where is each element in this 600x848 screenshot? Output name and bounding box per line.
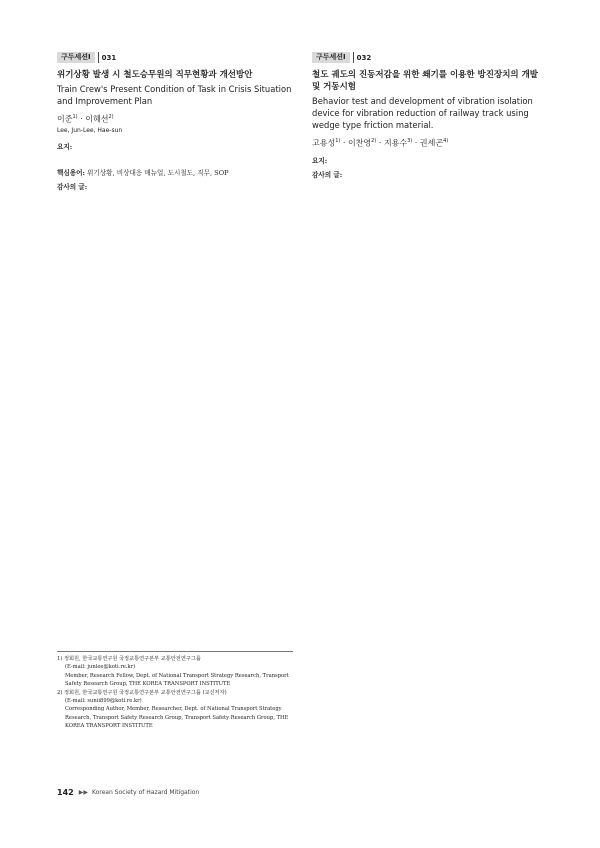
author-2: 이찬영 (347, 138, 372, 148)
paper-title-english: Train Crew's Present Condition of Task in Crisis Situation and Improvement Plan (57, 84, 292, 106)
keywords-label: 핵심용어: (57, 169, 85, 178)
abstract-paragraph (312, 156, 548, 166)
session-number: 032 (356, 53, 372, 62)
footnotes (57, 651, 293, 731)
author-4-affiliation: 4) (443, 138, 449, 144)
author-2-affiliation: 2) (371, 138, 377, 144)
authors-korean (312, 135, 548, 150)
author-separator: · (412, 138, 420, 148)
session-label: 구두세션Ⅰ (312, 52, 350, 63)
author-4: 권세곤 (419, 138, 444, 148)
paper-title-english: Behavior test and development of vibration isolation device for vibration reduction of railway track using wedge type friction material. (312, 96, 533, 130)
journal-name: Korean Society of Hazard Mitigation (91, 789, 200, 796)
footnote-line: Corresponding Author, Member, Researcher, Dept. of National Transport Strategy Research, Transport Safety Research Group, Transport Safety Research Group, THE KOREA TRANSPORT INSTITUTE (65, 706, 289, 730)
acknowledgement (57, 182, 293, 192)
double-arrow-icon: ▶▶ (78, 789, 88, 796)
author-2-affiliation: 2) (108, 114, 114, 120)
author-separator: · (340, 138, 348, 148)
author-separator: · (77, 114, 86, 124)
author-1: 고용성 (312, 138, 336, 148)
footnote-line: (E-mail: junlee@koti.re.kr) (65, 664, 136, 671)
paper-title-korean: 철도 궤도의 진동저감을 위한 쐐기를 이용한 방진장치의 개발 및 거동시험 (312, 70, 538, 92)
session-header (57, 52, 293, 63)
author-1: 이준 (57, 114, 73, 124)
footnote-line: (E-mail: sunii899@koti.re.kr) (65, 698, 142, 705)
abstract-paragraph (57, 142, 293, 152)
abstract-label: 요지: (57, 142, 73, 151)
right-column (312, 52, 548, 184)
author-1-affiliation: 1) (72, 114, 78, 120)
keywords (57, 168, 293, 178)
keywords-text: 위기상황, 비상대응 매뉴얼, 도시철도, 직무, SOP (87, 169, 229, 178)
abstract-label: 요지: (312, 156, 328, 165)
session-label: 구두세션Ⅰ (57, 52, 95, 63)
authors-korean (57, 111, 293, 126)
left-column (57, 52, 293, 197)
footnote-line: Member, Research Fellow, Dept. of National Transport Strategy Research, Transport Safety Research Group, THE KOREA TRANSPORT INSTITUTE (65, 672, 289, 688)
session-divider (353, 52, 354, 63)
page-number: 142 (57, 788, 74, 797)
ack-label: 감사의 글: (57, 183, 88, 192)
author-2: 이혜선 (85, 114, 109, 124)
acknowledgement (312, 170, 548, 180)
session-number: 031 (101, 53, 117, 62)
footnote-line: 1) 정회원, 한국교통연구원 국정교통연구본부 교통안전연구그룹 (57, 656, 201, 662)
author-1-affiliation: 1) (335, 138, 341, 144)
author-3-affiliation: 3) (407, 138, 413, 144)
page-footer (57, 788, 199, 797)
abstract-paragraph (57, 154, 293, 164)
ack-label: 감사의 글: (312, 171, 343, 180)
author-separator: · (376, 138, 384, 148)
footnote-line: 2) 정회원, 한국교통연구원 국정교통연구본부 교통안전연구그룹 (교신저자) (57, 689, 227, 696)
session-header (312, 52, 548, 63)
author-3: 지용수 (383, 138, 408, 148)
session-divider (98, 52, 99, 63)
authors-english: Lee, Jun-Lee, Hae-sun (57, 126, 123, 134)
paper-title-korean: 위기상황 발생 시 철도승무원의 직무현황과 개선방안 (57, 70, 253, 80)
